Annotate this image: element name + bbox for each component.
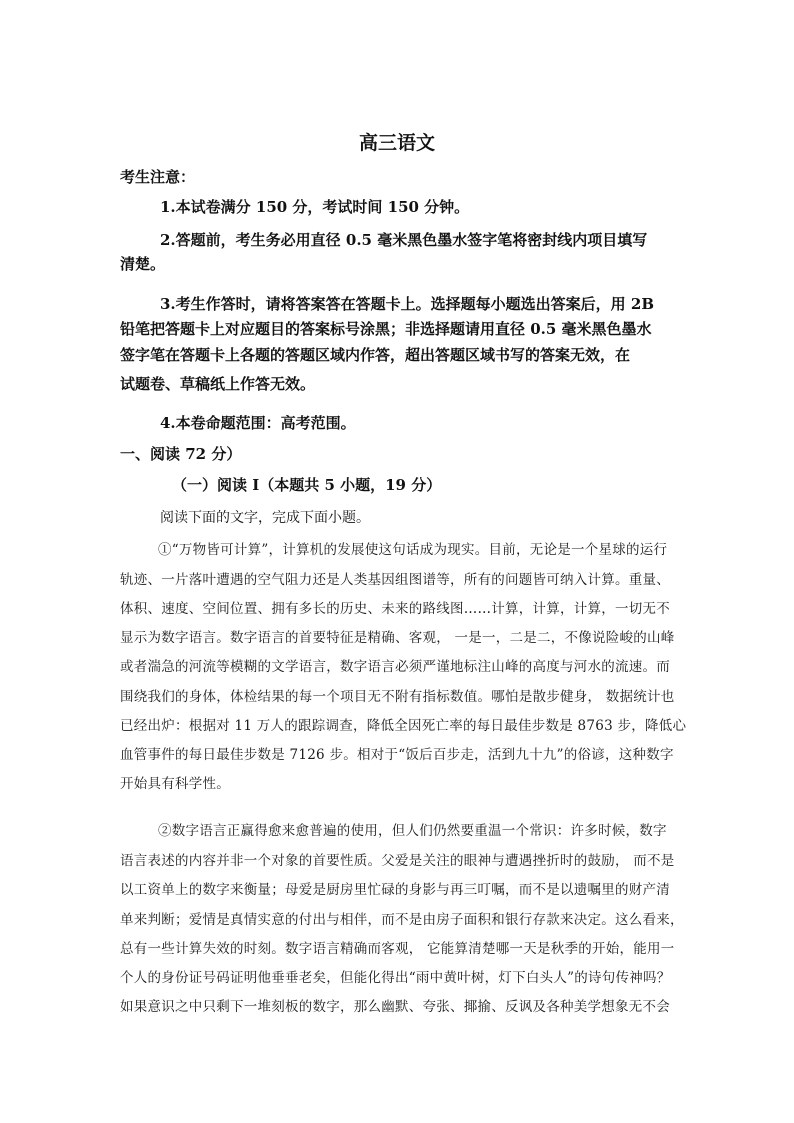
para-2-line-5: 总有一些计算失效的时刻。数字语言精确而客观， 它能算清楚哪一天是秋季的开始，能用一 [120, 941, 675, 957]
para-2-line-1: ②数字语言正赢得愈来愈普遍的使用，但人们仍然要重温一个常识：许多时候，数字 [158, 823, 667, 839]
note-3-line-1: 3.考生作答时，请将答案答在答题卡上。选择题每小题选出答案后，用 2B [160, 295, 654, 313]
para-1-line-3: 体积、速度、空间位置、拥有多长的历史、未来的路线图……计算，计算，计算，一切无不 [120, 601, 670, 617]
reading-instruction: 阅读下面的文字，完成下面小题。 [160, 510, 370, 526]
para-2-line-6: 个人的身份证号码证明他垂垂老矣，但能化得出“雨中黄叶树，灯下白头人”的诗句传神吗？ [120, 970, 671, 986]
note-2-line-2: 清楚。 [120, 255, 166, 273]
para-2-line-3: 以工资单上的数字来衡量；母爱是厨房里忙碌的身影与再三叮嘱，而不是以遗嘱里的财产清 [120, 882, 670, 898]
note-3-line-2: 铅笔把答题卡上对应题目的答案标号涂黑；非选择题请用直径 0.5 毫米黑色墨水 [120, 320, 652, 338]
note-1-line-1: 1.本试卷满分 150 分，考试时间 150 分钟。 [160, 198, 470, 216]
note-3-line-4: 试题卷、草稿纸上作答无效。 [120, 375, 316, 393]
note-4-line-1: 4.本卷命题范围：高考范围。 [160, 414, 356, 432]
section-heading: 一、阅读 72 分） [120, 445, 242, 463]
para-1-line-2: 轨迹、一片落叶遭遇的空气阻力还是人类基因组图谱等，所有的问题皆可纳入计算。重量、 [120, 572, 670, 588]
para-1-line-1: ①“万物皆可计算”，计算机的发展使这句话成为现实。目前，无论是一个星球的运行 [158, 542, 668, 558]
para-1-line-5: 或者湍急的河流等模糊的文学语言，数字语言必须严谨地标注山峰的高度与河水的流速。而 [120, 659, 670, 675]
para-2-line-2: 语言表述的内容并非一个对象的首要性质。父爱是关注的眼神与遭遇挫折时的鼓励， 而不是 [120, 853, 675, 869]
subsection-heading: （一）阅读 I（本题共 5 小题，19 分） [172, 476, 442, 494]
para-1-line-6: 围绕我们的身体，体检结果的每一个项目无不附有指标数值。哪怕是散步健身， 数据统计也 [120, 689, 675, 705]
para-1-line-4: 显示为数字语言。数字语言的首要特征是精确、客观， 一是一，二是二，不像说险峻的山峰 [120, 630, 675, 646]
para-2-line-7: 如果意识之中只剩下一堆刻板的数字，那么幽默、夸张、揶揄、反讽及各种美学想象无不会 [120, 999, 670, 1015]
exam-title: 高三语文 [358, 132, 435, 154]
notice-heading: 考生注意： [120, 168, 196, 186]
para-2-line-4: 单来判断；爱情是真情实意的付出与相伴，而不是由房子面积和银行存款来决定。这么看来， [120, 912, 684, 928]
note-2-line-1: 2.答题前，考生务必用直径 0.5 毫米黑色墨水签字笔将密封线内项目填写 [160, 231, 648, 249]
para-1-line-7: 已经出炉：根据对 11 万人的跟踪调查，降低全因死亡率的每日最佳步数是 8763 步，降低心 [120, 718, 687, 734]
note-3-line-3: 签字笔在答题卡上各题的答题区域内作答，超出答题区域书写的答案无效，在 [120, 346, 631, 364]
para-1-line-8: 血管事件的每日最佳步数是 7126 步。相对于“饭后百步走，活到九十九”的俗谚，这种数字 [120, 747, 674, 763]
para-1-line-9: 开始具有科学性。 [120, 776, 230, 792]
